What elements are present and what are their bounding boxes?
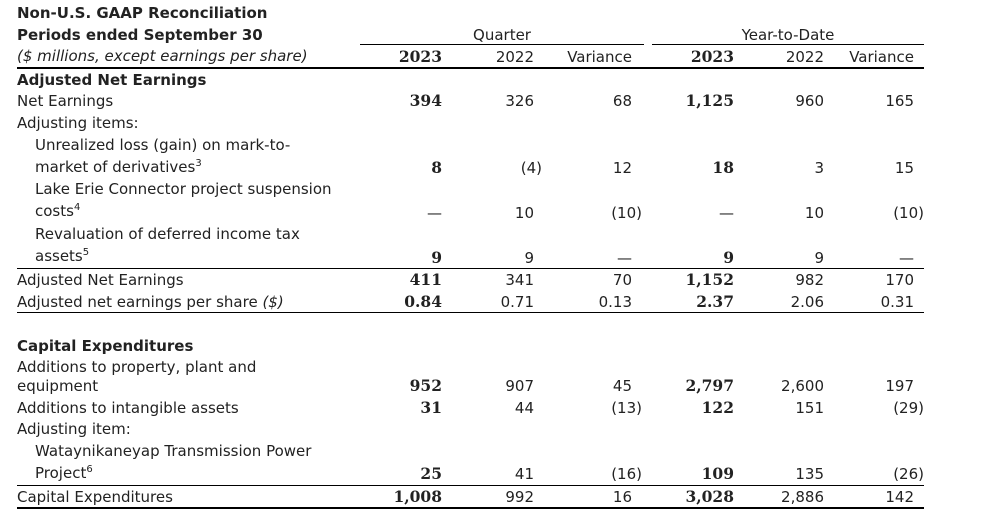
- row-label-lake-erie-2: costs$^4$: [35, 202, 81, 220]
- cell-y2022: 135: [795, 465, 824, 483]
- cell-y2023: 1,125: [685, 91, 734, 110]
- period-label: Periods ended September 30: [17, 26, 263, 44]
- adjusting-items-label: Adjusting items:: [17, 114, 139, 132]
- quarter-header-rule: [360, 44, 644, 45]
- table-bottom-rule: [17, 507, 924, 509]
- footnote-ref: 4: [73, 202, 81, 213]
- cell-qvar: —: [617, 249, 632, 267]
- cell-yvar: 197: [885, 377, 914, 395]
- cell-yvar: 165: [885, 92, 914, 110]
- cell-qvar: 68: [612, 92, 632, 110]
- cell-y2023: 109: [701, 464, 734, 483]
- row-label-revaluation-1: Revaluation of deferred income tax: [35, 225, 300, 243]
- section-adjusted-net-earnings: Adjusted Net Earnings: [17, 71, 207, 89]
- section-capital-expenditures: Capital Expenditures: [17, 337, 194, 355]
- cell-yvar: 0.31: [880, 293, 914, 311]
- cell-yvar: 15: [894, 159, 914, 177]
- adjusting-item-label: Adjusting item:: [17, 420, 131, 438]
- cell-yvar: (29): [893, 399, 924, 417]
- row-label-wataynikaneyap-2: Project$^6$: [35, 464, 93, 482]
- header-rule: [17, 67, 924, 69]
- cell-y2022: 2,886: [781, 488, 824, 506]
- cell-y2022: 10: [804, 204, 824, 222]
- cell-q2022: 326: [505, 92, 534, 110]
- cell-yvar: —: [899, 249, 914, 267]
- cell-q2022: 44: [514, 399, 534, 417]
- cell-yvar: (10): [893, 204, 924, 222]
- cell-q2022: 992: [505, 488, 534, 506]
- col-ytd-2023: 2023: [690, 47, 734, 66]
- cell-q2023: 31: [420, 398, 442, 417]
- ytd-header: Year-to-Date: [741, 26, 835, 44]
- cell-q2023: 1,008: [393, 487, 442, 506]
- cell-qvar: (16): [611, 465, 642, 483]
- cell-y2023: 2.37: [696, 292, 734, 311]
- row-label-unrealized-1: Unrealized loss (gain) on mark-to-: [35, 136, 291, 154]
- footnote-ref: 6: [86, 464, 93, 475]
- cell-yvar: (26): [893, 465, 924, 483]
- cell-y2023: 122: [701, 398, 734, 417]
- row-label-intangible: Additions to intangible assets: [17, 399, 239, 417]
- col-ytd-variance: Variance: [849, 48, 914, 66]
- cell-y2022: 960: [795, 92, 824, 110]
- row-label-revaluation-2: assets$^5$: [35, 247, 90, 265]
- cell-qvar: 12: [612, 159, 632, 177]
- row-label-adjusted-net-earnings: Adjusted Net Earnings: [17, 271, 184, 289]
- cell-q2023: 952: [409, 376, 442, 395]
- cell-q2023: 394: [409, 91, 442, 110]
- row-label-net-earnings: Net Earnings: [17, 92, 114, 110]
- cell-y2023: 1,152: [685, 270, 734, 289]
- cell-q2022: 341: [505, 271, 534, 289]
- row-label-ppe-1: Additions to property, plant and: [17, 358, 257, 376]
- row-label-capex: Capital Expenditures: [17, 488, 173, 506]
- col-q-variance: Variance: [567, 48, 632, 66]
- col-q-2023: 2023: [398, 47, 442, 66]
- footnote-ref: 3: [195, 158, 202, 169]
- cell-q2022: 9: [524, 249, 534, 267]
- cell-y2022: 982: [795, 271, 824, 289]
- cell-y2023: 3,028: [685, 487, 734, 506]
- row-label-wataynikaneyap-1: Wataynikaneyap Transmission Power: [35, 442, 312, 460]
- quarter-header: Quarter: [473, 26, 531, 44]
- cell-y2023: 2,797: [685, 376, 734, 395]
- cell-qvar: 0.13: [598, 293, 632, 311]
- ytd-header-rule: [652, 44, 924, 45]
- cell-q2023: 0.84: [404, 292, 442, 311]
- cell-y2022: 3: [814, 159, 824, 177]
- cell-q2022: (4): [520, 159, 542, 177]
- cell-y2023: 9: [723, 248, 734, 267]
- cell-q2022: 0.71: [500, 293, 534, 311]
- cell-yvar: 170: [885, 271, 914, 289]
- cell-q2022: 10: [514, 204, 534, 222]
- cell-y2022: 9: [814, 249, 824, 267]
- col-ytd-2022: 2022: [785, 48, 824, 66]
- row-label-ppe-2: equipment: [17, 377, 99, 395]
- footnote-ref: 5: [82, 247, 90, 258]
- cell-q2022: 907: [505, 377, 534, 395]
- capex-subtotal-rule: [17, 485, 924, 486]
- section1-bottom-rule: [17, 312, 924, 313]
- cell-y2023: —: [719, 204, 734, 222]
- cell-q2023: 25: [420, 464, 442, 483]
- cell-y2022: 2.06: [790, 293, 824, 311]
- cell-q2022: 41: [514, 465, 534, 483]
- units-label: ($ millions, except earnings per share): [17, 47, 308, 65]
- cell-q2023: 9: [431, 248, 442, 267]
- cell-q2023: 411: [409, 270, 442, 289]
- row-label-unrealized-2: market of derivatives$^3$: [35, 158, 202, 176]
- cell-qvar: 70: [612, 271, 632, 289]
- cell-qvar: (10): [611, 204, 642, 222]
- cell-qvar: (13): [611, 399, 642, 417]
- cell-yvar: 142: [885, 488, 914, 506]
- table-title: Non-U.S. GAAP Reconciliation: [17, 4, 268, 22]
- cell-y2023: 18: [712, 158, 734, 177]
- subtotal-rule: [17, 268, 924, 269]
- row-label-eps: Adjusted net earnings per share ($): [17, 293, 284, 311]
- cell-qvar: 45: [612, 377, 632, 395]
- cell-y2022: 2,600: [781, 377, 824, 395]
- cell-qvar: 16: [612, 488, 632, 506]
- cell-y2022: 151: [795, 399, 824, 417]
- cell-q2023: —: [427, 204, 442, 222]
- cell-q2023: 8: [431, 158, 442, 177]
- row-label-lake-erie-1: Lake Erie Connector project suspension: [35, 180, 332, 198]
- col-q-2022: 2022: [495, 48, 534, 66]
